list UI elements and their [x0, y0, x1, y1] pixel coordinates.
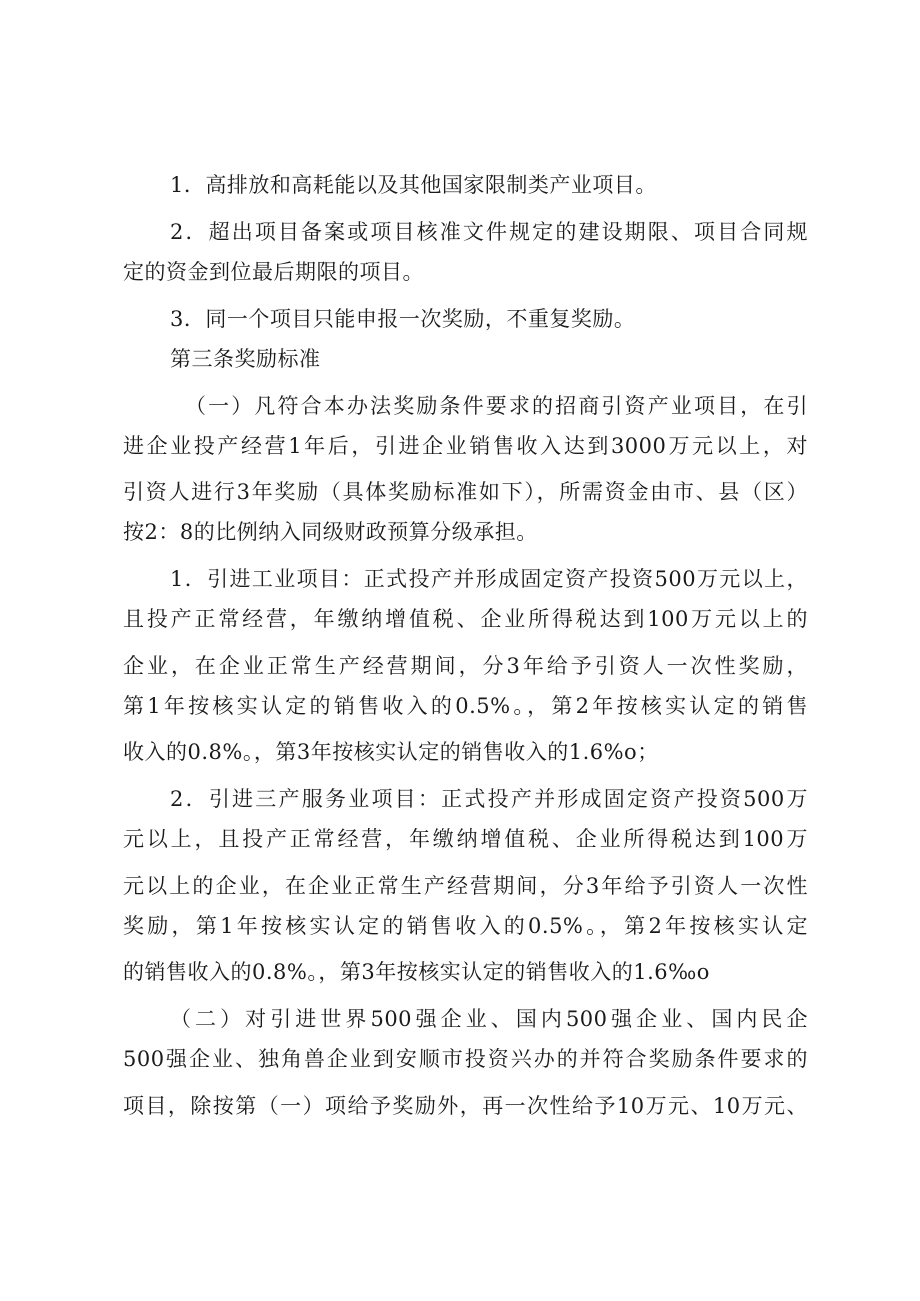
paragraph-line: 且投产正常经营，年缴纳增值税、企业所得税达到100万元以上的: [123, 607, 808, 631]
paragraph-line: 奖励，第1年按核实认定的销售收入的0.5%。，第2年按核实认定: [123, 914, 808, 938]
section-heading: 第三条奖励标准: [170, 347, 321, 371]
paragraph-line: 1．引进工业项目：正式投产并形成固定资产投资500万元以上，: [170, 567, 808, 591]
paragraph-line: 进企业投产经营1年后，引进企业销售收入达到3000万元以上，对: [123, 434, 808, 458]
paragraph-line: 第1年按核实认定的销售收入的0.5%。，第2年按核实认定的销售: [123, 694, 808, 718]
paragraph-line: 定的资金到位最后期限的项目。: [123, 260, 424, 284]
paragraph-line: 的销售收入的0.8%。，第3年按核实认定的销售收入的1.6‰o: [123, 960, 710, 984]
paragraph-line: 元以上的企业，在企业正常生产经营期间，分3年给予引资人一次性: [123, 874, 808, 898]
paragraph-line: 引资人进行3年奖励（具体奖励标准如下），所需资金由市、县（区）: [123, 480, 808, 504]
paragraph-line: 元以上，且投产正常经营，年缴纳增值税、企业所得税达到100万: [123, 827, 808, 851]
paragraph-line: 500强企业、独角兽企业到安顺市投资兴办的并符合奖励条件要求的: [123, 1047, 808, 1071]
paragraph-line: 3．同一个项目只能申报一次奖励，不重复奖励。: [170, 307, 636, 331]
paragraph-line: 企业，在企业正常生产经营期间，分3年给予引资人一次性奖励，: [123, 654, 808, 678]
paragraph-line: 2．引进三产服务业项目：正式投产并形成固定资产投资500万: [170, 787, 808, 811]
paragraph-line: （二）对引进世界500强企业、国内500强企业、国内民企: [170, 1007, 808, 1031]
paragraph-line: 收入的0.8%。，第3年按核实认定的销售收入的1.6%o；: [123, 740, 659, 764]
paragraph-line: 1．高排放和高耗能以及其他国家限制类产业项目。: [170, 173, 657, 197]
paragraph-line: 项目，除按第（一）项给予奖励外，再一次性给予10万元、10万元、: [123, 1094, 808, 1118]
paragraph-line: （一）凡符合本办法奖励条件要求的招商引资产业项目，在引: [185, 394, 808, 418]
paragraph-line: 2．超出项目备案或项目核准文件规定的建设期限、项目合同规: [170, 220, 808, 244]
paragraph-line: 按2：8的比例纳入同级财政预算分级承担。: [123, 520, 538, 544]
